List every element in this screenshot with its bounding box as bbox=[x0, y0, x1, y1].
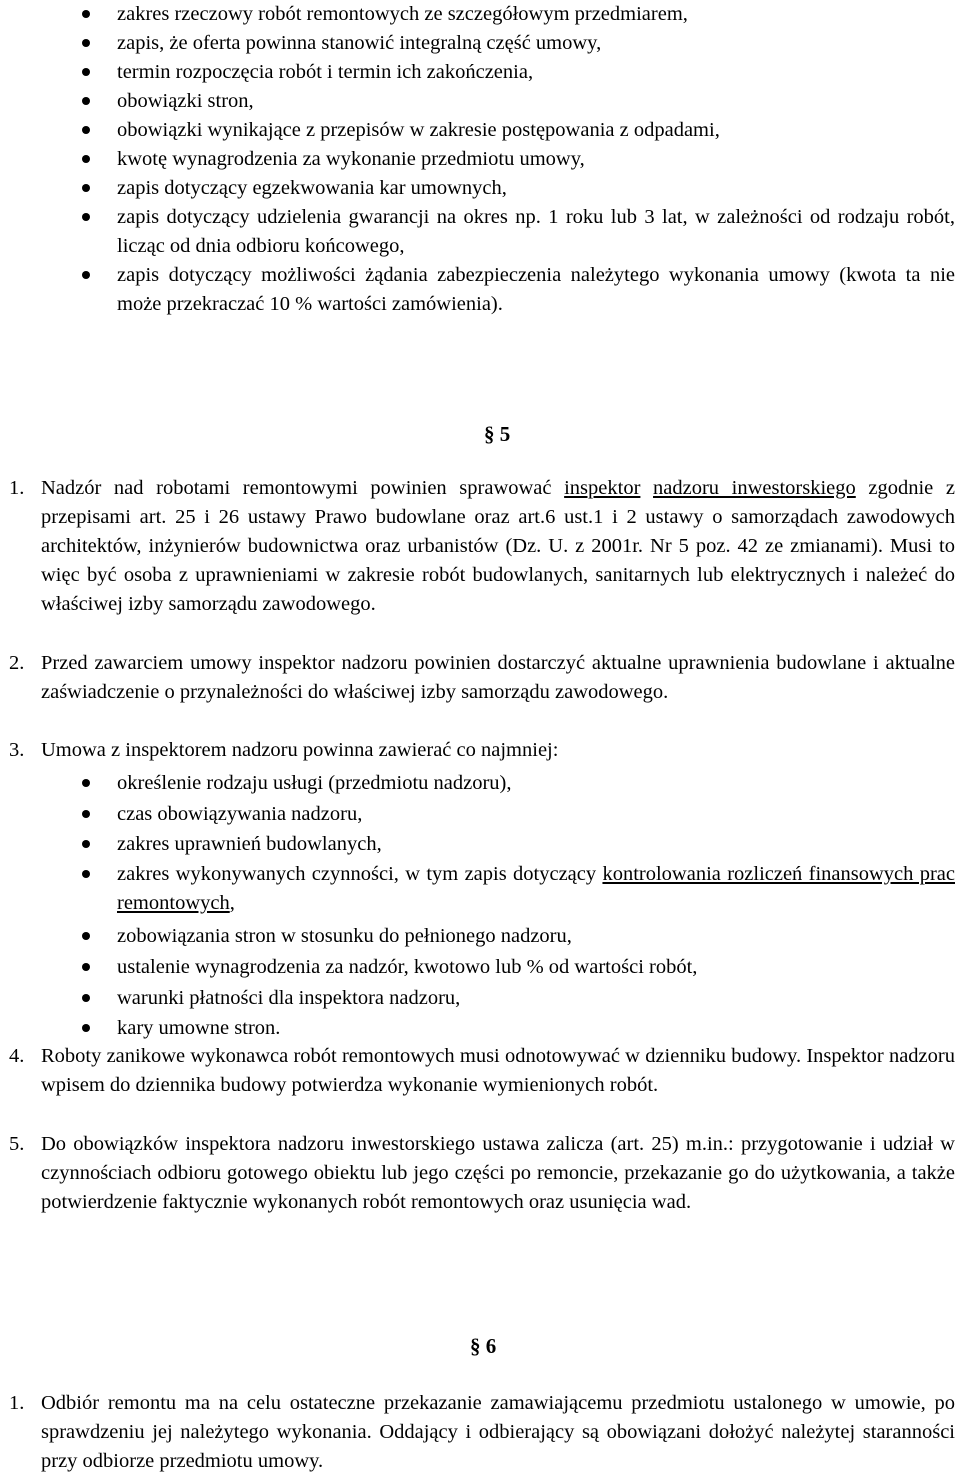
list-item-text: , bbox=[229, 892, 235, 914]
paragraph-number: 1. bbox=[9, 477, 25, 499]
list-item: kary umowne stron. bbox=[117, 1014, 955, 1043]
paragraph-text: zgodnie z przepisami art. 25 i 26 ustawy Prawo budowlane oraz art.6 ust.1 i 2 ustawy o samorządach zawodowych architektów, inżynierów budownictwa oraz urbanistów (Dz. U. z 2001r. Nr 5 poz. 42 ze zmianami). Musi to więc być osoba z uprawnieniami w zakresie robót budowlanych, sanitarnych lub elektrycznych i należeć do właściwej izby samorządu zawodowego. bbox=[41, 477, 955, 615]
inspektor-link[interactable]: inspektor bbox=[564, 477, 641, 499]
section-5-paragraph-3 bbox=[9, 736, 955, 765]
paragraph-text: Przed zawarciem umowy inspektor nadzoru powinien dostarczyć aktualne uprawnienia budowlane i aktualne zaświadczenie o przynależności do właściwej izby samorządu zawodowego. bbox=[41, 652, 955, 703]
paragraph-number: 2. bbox=[9, 652, 25, 674]
section-5-heading: § 5 bbox=[484, 422, 511, 446]
paragraph-text: Umowa z inspektorem nadzoru powinna zawierać co najmniej: bbox=[41, 739, 559, 761]
paragraph-text: Do obowiązków inspektora nadzoru inwestorskiego ustawa zalicza (art. 25) m.in.: przygotowanie i udział w czynnościach odbioru gotowego obiektu lub jego części po remoncie, przekazanie go do użytkowania, a także potwierdzenie faktycznie wykonanych robót remontowych oraz usunięcia wad. bbox=[41, 1133, 955, 1213]
list-item: obowiązki stron, bbox=[117, 87, 955, 116]
list-item: zakres rzeczowy robót remontowych ze szczegółowym przedmiarem, bbox=[117, 0, 955, 29]
list-item: zapis, że oferta powinna stanowić integralną część umowy, bbox=[117, 29, 955, 58]
list-item: zobowiązania stron w stosunku do pełnionego nadzoru, bbox=[117, 922, 955, 951]
list-item: zakres uprawnień budowlanych, bbox=[117, 830, 955, 859]
section-6-heading: § 6 bbox=[470, 1334, 497, 1358]
space bbox=[640, 477, 653, 499]
list-item: kwotę wynagrodzenia za wykonanie przedmiotu umowy, bbox=[117, 145, 955, 174]
paragraph-number: 5. bbox=[9, 1133, 25, 1155]
list-item: czas obowiązywania nadzoru, bbox=[117, 800, 955, 829]
paragraph-number: 4. bbox=[9, 1045, 25, 1067]
list-item: zapis dotyczący egzekwowania kar umownych, bbox=[117, 174, 955, 203]
list-item: ustalenie wynagrodzenia za nadzór, kwotowo lub % od wartości robót, bbox=[117, 953, 955, 982]
list-item: zapis dotyczący udzielenia gwarancji na okres np. 1 roku lub 3 lat, w zależności od rodzaju robót, licząc od dnia odbioru końcowego, bbox=[117, 203, 955, 261]
paragraph-number: 3. bbox=[9, 739, 25, 761]
kontrolowania-rozliczen-link[interactable]: kontrolowania rozliczeń finansowych prac remontowych bbox=[117, 863, 955, 914]
section-5-paragraph-2 bbox=[9, 649, 955, 707]
list-item: obowiązki wynikające z przepisów w zakresie postępowania z odpadami, bbox=[117, 116, 955, 145]
list-item-text: zakres wykonywanych czynności, w tym zapis dotyczący bbox=[117, 863, 603, 885]
section-5-paragraph-1 bbox=[9, 474, 955, 619]
list-item: określenie rodzaju usługi (przedmiotu nadzoru), bbox=[117, 769, 955, 798]
section-6-paragraph-1 bbox=[9, 1389, 955, 1476]
list-item: zapis dotyczący możliwości żądania zabezpieczenia należytego wykonania umowy (kwota ta nie może przekraczać 10 % wartości zamówienia). bbox=[117, 261, 955, 319]
paragraph-text: Nadzór nad robotami remontowymi powinien sprawować bbox=[41, 477, 565, 499]
paragraph-number: 1. bbox=[9, 1392, 25, 1414]
paragraph-text: Roboty zanikowe wykonawca robót remontowych musi odnotowywać w dzienniku budowy. Inspektor nadzoru wpisem do dziennika budowy potwierdza wykonanie wymienionych robót. bbox=[41, 1045, 955, 1096]
nadzoru-inwestorskiego-link[interactable]: nadzoru inwestorskiego bbox=[653, 477, 856, 499]
paragraph-text: Odbiór remontu ma na celu ostateczne przekazanie zamawiającemu przedmiotu ustalonego w umowie, po sprawdzeniu jej należytego wykonania. Oddający i odbierający są obowiązani dołożyć należytej staranności przy odbiorze przedmiotu umowy. bbox=[41, 1392, 955, 1472]
section-5-paragraph-4 bbox=[9, 1042, 955, 1100]
list-item bbox=[117, 860, 955, 918]
section-5-paragraph-5 bbox=[9, 1130, 955, 1217]
list-item: termin rozpoczęcia robót i termin ich zakończenia, bbox=[117, 58, 955, 87]
list-item: warunki płatności dla inspektora nadzoru, bbox=[117, 984, 955, 1013]
